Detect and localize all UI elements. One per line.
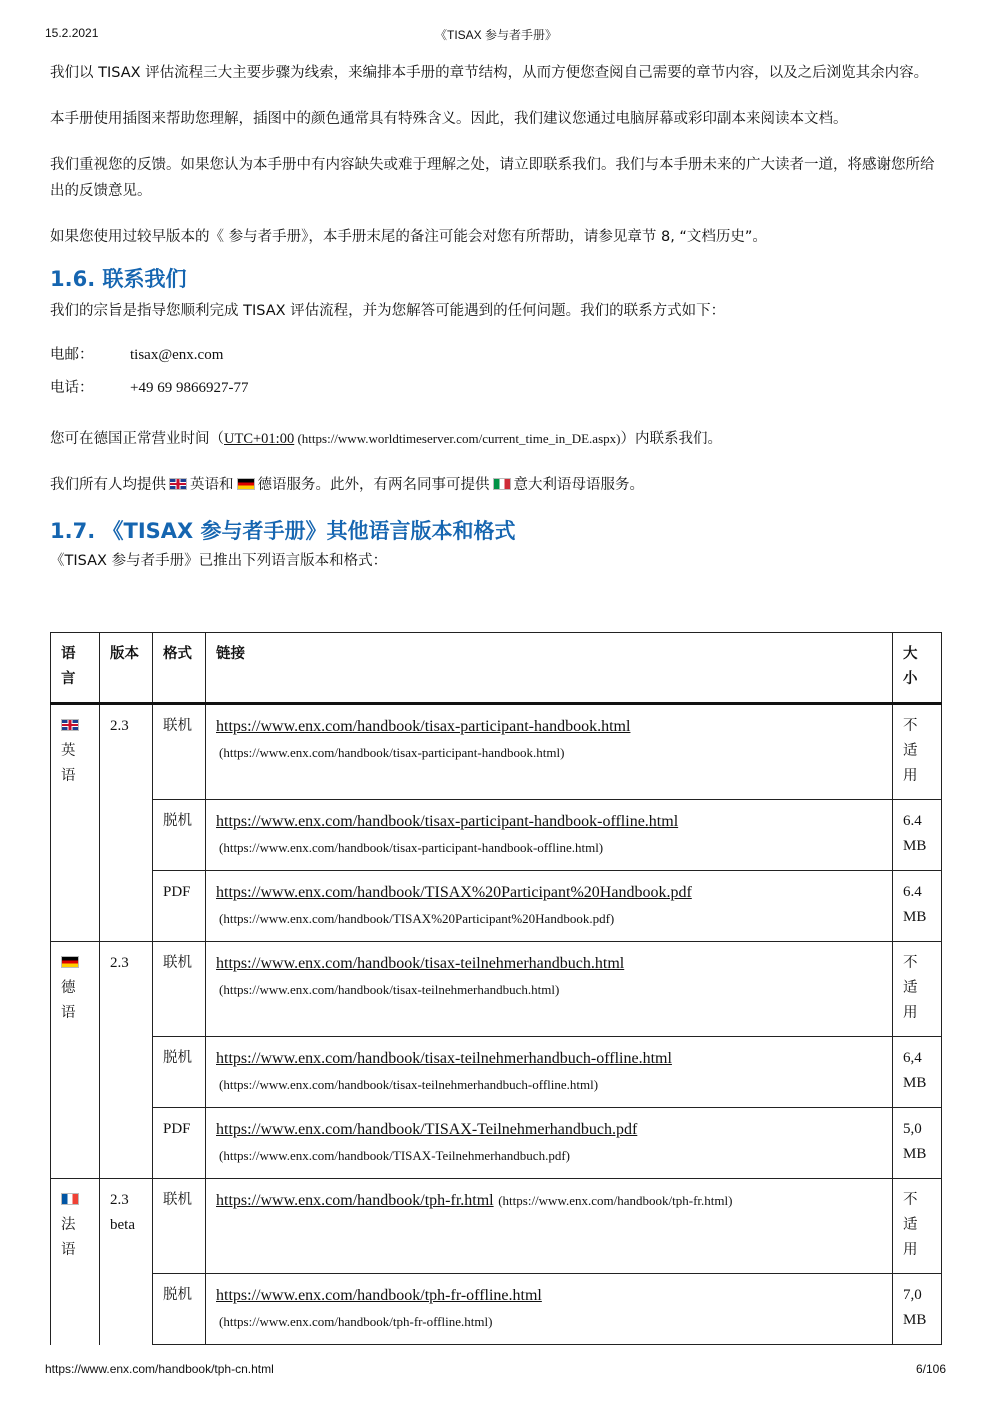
- it-flag-icon: [493, 478, 511, 490]
- handbook-link-url: (https://www.enx.com/handbook/tisax-teilnehmerhandbuch.html): [219, 982, 560, 997]
- handbook-link-url: (https://www.enx.com/handbook/tisax-teilnehmerhandbuch-offline.html): [219, 1077, 599, 1092]
- handbook-link-url: (https://www.enx.com/handbook/tph-fr-offline.html): [219, 1314, 493, 1329]
- handbook-link-url: (https://www.enx.com/handbook/tisax-participant-handbook-offline.html): [219, 840, 604, 855]
- table-row: [51, 942, 942, 1037]
- link-cell: [206, 1037, 893, 1108]
- link-cell: [206, 942, 893, 1037]
- table-row: [51, 704, 942, 800]
- format-cell: 脱机: [153, 800, 206, 871]
- version-cell: 2.3 beta: [100, 1179, 153, 1345]
- size-cell: 不适用: [893, 942, 942, 1037]
- size-cell: 不适用: [893, 704, 942, 800]
- format-cell: 联机: [153, 1179, 206, 1274]
- language-name: 英语: [61, 743, 76, 784]
- link-cell: [206, 1274, 893, 1345]
- contact-heading: 1.6. 联系我们: [50, 267, 187, 291]
- handbook-link[interactable]: https://www.enx.com/handbook/tisax-participant-handbook-offline.html: [216, 813, 679, 830]
- handbook-link-url: (https://www.enx.com/handbook/TISAX-Teilnehmerhandbuch.pdf): [219, 1148, 570, 1163]
- de-flag-icon: [237, 478, 255, 490]
- gb-flag-icon: [169, 478, 187, 490]
- table-header-row: [51, 633, 942, 704]
- table-row: [51, 1179, 942, 1274]
- col-header-size: 大小: [893, 633, 942, 704]
- handbook-link[interactable]: https://www.enx.com/handbook/tisax-participant-handbook.html: [216, 718, 631, 735]
- print-date: 15.2.2021: [45, 26, 99, 40]
- format-cell: PDF: [153, 871, 206, 942]
- version-cell: 2.3: [100, 942, 153, 1179]
- print-page-number: 6/106: [915, 1362, 946, 1376]
- intro-paragraph-4: 如果您使用过较早版本的《 参与者手册》，本手册末尾的备注可能会对您有所帮助，请参见章节 8, “文档历史”。: [50, 229, 767, 245]
- link-cell: [206, 871, 893, 942]
- intro-paragraph-1: 我们以 TISAX 评估流程三大主要步骤为线索，来编排本手册的章节结构，从而方便您查阅自己需要的章节内容，以及之后浏览其余内容。: [50, 65, 929, 81]
- version-cell: 2.3: [100, 704, 153, 942]
- print-title: 《TISAX 参与者手册》: [434, 28, 557, 42]
- handbook-link[interactable]: https://www.enx.com/handbook/tisax-teilnehmerhandbuch.html: [216, 955, 625, 972]
- table-row: [51, 1037, 942, 1108]
- language-name: 德语: [61, 980, 76, 1021]
- size-cell: 5,0 MB: [893, 1108, 942, 1179]
- handbook-link[interactable]: https://www.enx.com/handbook/tisax-teilnehmerhandbuch-offline.html: [216, 1050, 672, 1067]
- versions-table: [50, 632, 942, 1345]
- contact-intro: 我们的宗旨是指导您顺利完成 TISAX 评估流程，并为您解答可能遇到的任何问题。我们的联系方式如下：: [50, 303, 726, 319]
- languages-paragraph: [50, 472, 942, 498]
- language-cell: [51, 1179, 100, 1345]
- link-cell: [206, 800, 893, 871]
- languages-text-pre: 我们所有人均提供: [50, 477, 166, 493]
- intro-paragraph-2: 本手册使用插图来帮助您理解，插图中的颜色通常具有特殊含义。因此，我们建议您通过电脑屏幕或彩印副本来阅读本文档。: [50, 111, 848, 127]
- size-cell: 6,4 MB: [893, 1037, 942, 1108]
- link-cell: [206, 1108, 893, 1179]
- hours-text-post: ）内联系我们。: [620, 431, 722, 447]
- table-row: [51, 871, 942, 942]
- languages-text-en: 英语和: [190, 477, 234, 493]
- gb-flag-icon: [61, 719, 79, 731]
- languages-text-it: 意大利语母语服务。: [513, 477, 644, 493]
- handbook-link-url: (https://www.enx.com/handbook/tisax-participant-handbook.html): [219, 745, 565, 760]
- email-value[interactable]: tisax@enx.com: [130, 347, 224, 363]
- format-cell: 联机: [153, 942, 206, 1037]
- utc-link-url: (https://www.worldtimeserver.com/current_time_in_DE.aspx): [294, 431, 621, 446]
- hours-text-pre: 您可在德国正常营业时间（: [50, 431, 224, 447]
- col-header-format: 格式: [153, 633, 206, 704]
- language-cell: [51, 942, 100, 1179]
- language-cell: [51, 704, 100, 942]
- page-content: [50, 60, 942, 574]
- link-cell: [206, 704, 893, 800]
- format-cell: 脱机: [153, 1274, 206, 1345]
- handbook-link-url: (https://www.enx.com/handbook/TISAX%20Participant%20Handbook.pdf): [219, 911, 615, 926]
- format-cell: 联机: [153, 704, 206, 800]
- handbook-link[interactable]: https://www.enx.com/handbook/TISAX%20Participant%20Handbook.pdf: [216, 884, 692, 901]
- versions-heading: 1.7. 《TISAX 参与者手册》其他语言版本和格式: [50, 519, 516, 543]
- email-label: 电邮：: [50, 347, 94, 363]
- format-cell: 脱机: [153, 1037, 206, 1108]
- fr-flag-icon: [61, 1193, 79, 1205]
- col-header-language: 语言: [51, 633, 100, 704]
- handbook-link[interactable]: https://www.enx.com/handbook/tph-fr.html: [216, 1192, 494, 1209]
- phone-value: +49 69 9866927-77: [130, 380, 249, 396]
- col-header-version: 版本: [100, 633, 153, 704]
- size-cell: 6.4 MB: [893, 800, 942, 871]
- table-row: [51, 1108, 942, 1179]
- language-name: 法语: [61, 1217, 76, 1258]
- hours-paragraph: [50, 426, 942, 452]
- size-cell: 7,0 MB: [893, 1274, 942, 1345]
- col-header-link: 链接: [206, 633, 893, 704]
- languages-text-de: 德语服务。此外，有两名同事可提供: [257, 477, 490, 493]
- utc-link[interactable]: UTC+01:00: [224, 431, 295, 447]
- de-flag-icon: [61, 956, 79, 968]
- phone-label: 电话：: [50, 380, 94, 396]
- link-cell: [206, 1179, 893, 1274]
- size-cell: 6.4 MB: [893, 871, 942, 942]
- format-cell: PDF: [153, 1108, 206, 1179]
- size-cell: 不适用: [893, 1179, 942, 1274]
- print-footer-url: https://www.enx.com/handbook/tph-cn.html: [45, 1362, 274, 1376]
- handbook-link[interactable]: https://www.enx.com/handbook/TISAX-Teilnehmerhandbuch.pdf: [216, 1121, 638, 1138]
- table-row: [51, 1274, 942, 1345]
- versions-intro: 《TISAX 参与者手册》已推出下列语言版本和格式：: [50, 553, 388, 569]
- email-row: [50, 342, 942, 368]
- phone-row: [50, 375, 942, 401]
- intro-paragraph-3: 我们重视您的反馈。如果您认为本手册中有内容缺失或难于理解之处，请立即联系我们。我们与本手册未来的广大读者一道，将感谢您所给出的反馈意见。: [50, 157, 935, 199]
- handbook-link-url: (https://www.enx.com/handbook/tph-fr.html): [498, 1193, 733, 1208]
- handbook-link[interactable]: https://www.enx.com/handbook/tph-fr-offline.html: [216, 1287, 542, 1304]
- table-row: [51, 800, 942, 871]
